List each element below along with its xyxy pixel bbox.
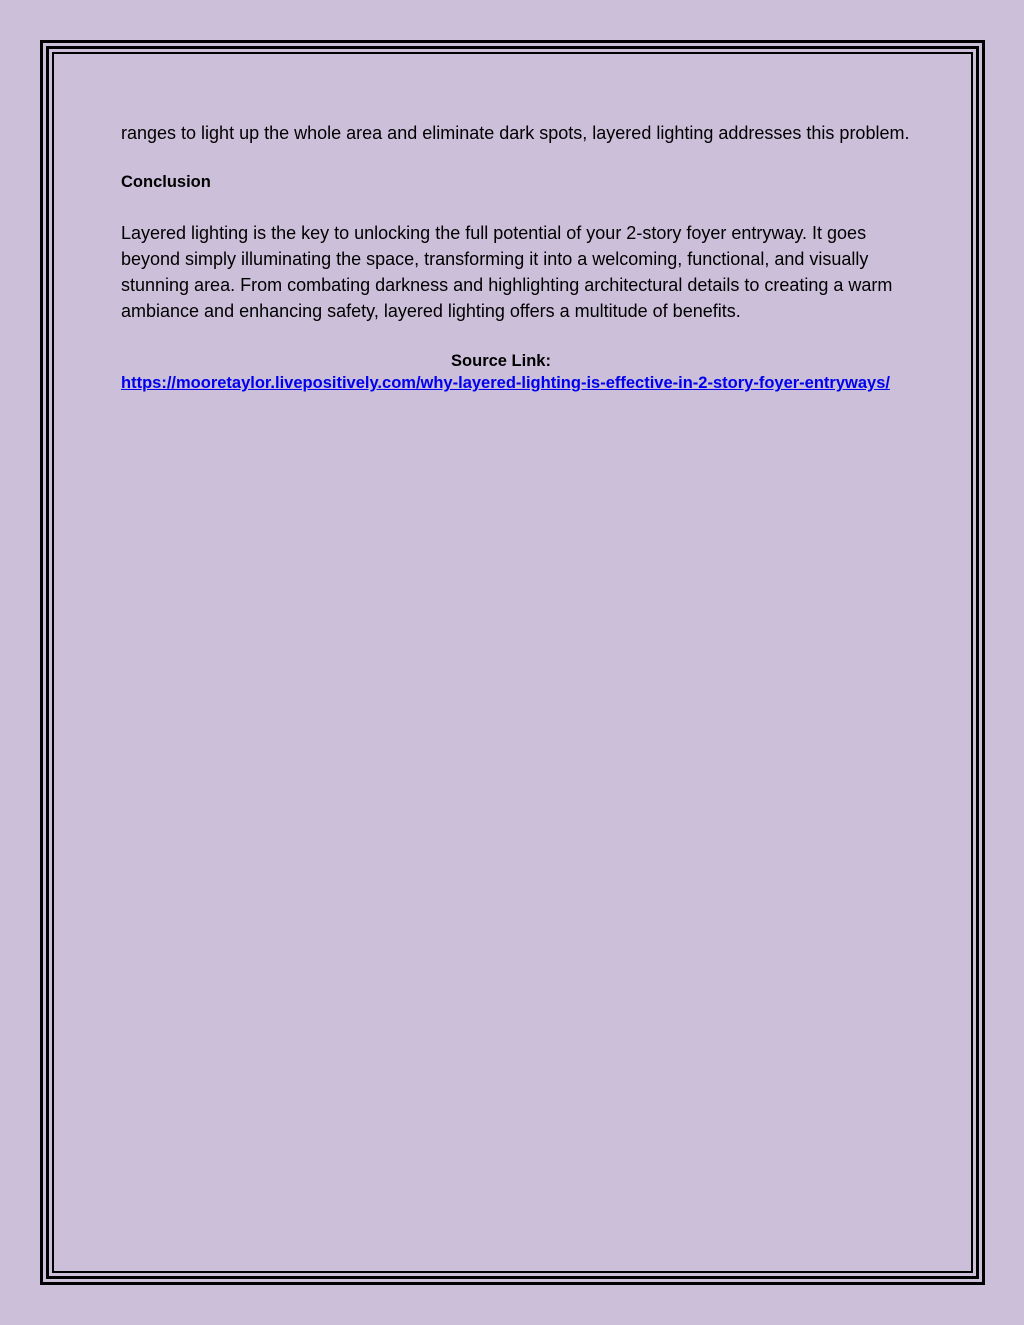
conclusion-paragraph: Layered lighting is the key to unlocking the full potential of your 2-story foyer entryway. It goes beyond simply illuminating the space, transforming it into a welcoming, functional, and visually stunning area. From combating darkness and highlighting architectural details to creating a warm ambiance and enhancing safety, layered lighting offers a multitude of benefits. — [121, 223, 893, 321]
source-link-label: Source Link: — [451, 352, 551, 370]
document-body — [121, 120, 911, 395]
intro-paragraph: ranges to light up the whole area and eliminate dark spots, layered lighting addresses this problem. — [121, 123, 910, 143]
conclusion-heading: Conclusion — [121, 173, 211, 191]
source-link[interactable]: https://mooretaylor.livepositively.com/why-layered-lighting-is-effective-in-2-story-foyer-entryways/ — [121, 374, 890, 392]
